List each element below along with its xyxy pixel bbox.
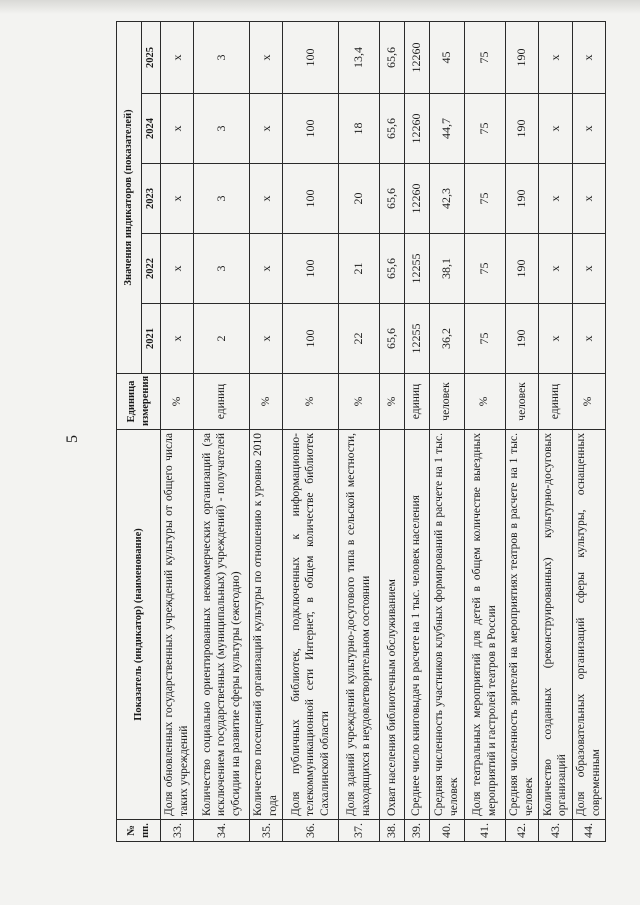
value-cell: х	[572, 304, 606, 374]
table-row	[429, 21, 464, 841]
value-cell: 42,3	[429, 164, 464, 234]
indicators-table	[116, 21, 606, 842]
row-number: 34.	[194, 820, 250, 842]
table-row	[404, 21, 429, 841]
unit-cell: единиц	[539, 374, 572, 430]
value-cell: х	[161, 234, 194, 304]
value-cell: 190	[505, 304, 538, 374]
table-row	[338, 21, 379, 841]
value-cell: 18	[338, 94, 379, 164]
table-row	[283, 21, 339, 841]
row-number: 44.	[572, 820, 606, 842]
value-cell: 65,6	[380, 234, 405, 304]
value-cell: 36,2	[429, 304, 464, 374]
header-num: № пп.	[117, 820, 161, 842]
value-cell: 65,6	[380, 164, 405, 234]
value-cell: 75	[464, 94, 505, 164]
table-row	[194, 21, 250, 841]
value-cell: х	[572, 164, 606, 234]
value-cell: 13,4	[338, 21, 379, 93]
header-year: 2022	[142, 234, 161, 304]
unit-cell: %	[249, 374, 282, 430]
value-cell: х	[249, 94, 282, 164]
value-cell: 12255	[404, 234, 429, 304]
value-cell: 3	[194, 21, 250, 93]
value-cell: 45	[429, 21, 464, 93]
indicator-name: Доля образовательных организаций сферы культуры, оснащенных современным	[572, 430, 606, 820]
table-row	[572, 21, 606, 841]
unit-cell: %	[380, 374, 405, 430]
table-header-row	[117, 21, 142, 841]
value-cell: х	[161, 304, 194, 374]
indicator-name: Количество социально ориентированных некоммерческих организаций (за исключением государственных (муниципальных) учреждений) - получателей субсидии на развитие сферы культуры (ежегодно)	[194, 430, 250, 820]
row-number: 42.	[505, 820, 538, 842]
value-cell: 38,1	[429, 234, 464, 304]
header-year: 2025	[142, 21, 161, 93]
header-year: 2023	[142, 164, 161, 234]
table-row	[539, 21, 572, 841]
header-indicator: Показатель (индикатор) (наименование)	[117, 430, 161, 820]
indicator-name: Средняя численность зрителей на мероприятиях театров в расчете на 1 тыс. человек	[505, 430, 538, 820]
value-cell: х	[161, 164, 194, 234]
table-row	[161, 21, 194, 841]
header-unit: Единица измерения	[117, 374, 161, 430]
value-cell: х	[249, 21, 282, 93]
table-row	[505, 21, 538, 841]
value-cell: х	[539, 21, 572, 93]
row-number: 43.	[539, 820, 572, 842]
row-number: 36.	[283, 820, 339, 842]
value-cell: х	[539, 304, 572, 374]
rotated-table-wrapper	[116, 22, 606, 842]
value-cell: 12260	[404, 21, 429, 93]
value-cell: х	[249, 164, 282, 234]
unit-cell: единиц	[404, 374, 429, 430]
value-cell: 75	[464, 164, 505, 234]
value-cell: 12260	[404, 94, 429, 164]
value-cell: 190	[505, 94, 538, 164]
row-number: 35.	[249, 820, 282, 842]
value-cell: х	[539, 164, 572, 234]
value-cell: 100	[283, 21, 339, 93]
value-cell: 100	[283, 164, 339, 234]
indicator-name: Среднее число книговыдач в расчете на 1 тыс. человек населения	[404, 430, 429, 820]
indicator-name: Доля обновленных государственных учреждений культуры от общего числа таких учреждений	[161, 430, 194, 820]
indicator-name: Количество посещений организаций культуры по отношению к уровню 2010 года	[249, 430, 282, 820]
value-cell: 20	[338, 164, 379, 234]
indicator-name: Доля публичных библиотек, подключенных к информационно-телекоммуникационной сети Интернет, в общем количестве библиотек Сахалинской области	[283, 430, 339, 820]
value-cell: х	[249, 304, 282, 374]
value-cell: х	[161, 21, 194, 93]
value-cell: 12255	[404, 304, 429, 374]
row-number: 40.	[429, 820, 464, 842]
value-cell: 44,7	[429, 94, 464, 164]
header-year: 2021	[142, 304, 161, 374]
unit-cell: %	[338, 374, 379, 430]
value-cell: 65,6	[380, 94, 405, 164]
table-row	[380, 21, 405, 841]
value-cell: х	[539, 234, 572, 304]
indicator-name: Средняя численность участников клубных формирований в расчете на 1 тыс. человек	[429, 430, 464, 820]
value-cell: х	[572, 234, 606, 304]
row-number: 33.	[161, 820, 194, 842]
row-number: 41.	[464, 820, 505, 842]
value-cell: 100	[283, 234, 339, 304]
indicator-name: Количество созданных (реконструированных) культурно-досуговых организаций	[539, 430, 572, 820]
row-number: 38.	[380, 820, 405, 842]
unit-cell: %	[161, 374, 194, 430]
unit-cell: человек	[429, 374, 464, 430]
indicator-name: Доля зданий учреждений культурно-досугового типа в сельской местности, находящихся в неудовлетворительном состоянии	[338, 430, 379, 820]
value-cell: 65,6	[380, 304, 405, 374]
scan-top-edge	[0, 0, 640, 14]
value-cell: 190	[505, 164, 538, 234]
value-cell: 3	[194, 94, 250, 164]
unit-cell: человек	[505, 374, 538, 430]
table-row	[464, 21, 505, 841]
table-row	[249, 21, 282, 841]
page-number: 5	[64, 435, 81, 443]
value-cell: 75	[464, 21, 505, 93]
unit-cell: %	[283, 374, 339, 430]
indicator-name: Охват населения библиотечным обслуживанием	[380, 430, 405, 820]
value-cell: х	[572, 21, 606, 93]
unit-cell: %	[464, 374, 505, 430]
value-cell: 100	[283, 304, 339, 374]
value-cell: 190	[505, 234, 538, 304]
value-cell: 12260	[404, 164, 429, 234]
header-year: 2024	[142, 94, 161, 164]
value-cell: 3	[194, 234, 250, 304]
unit-cell: %	[572, 374, 606, 430]
value-cell: 190	[505, 21, 538, 93]
value-cell: х	[161, 94, 194, 164]
value-cell: х	[572, 94, 606, 164]
value-cell: х	[539, 94, 572, 164]
value-cell: 21	[338, 234, 379, 304]
row-number: 39.	[404, 820, 429, 842]
value-cell: 75	[464, 304, 505, 374]
indicator-name: Доля театральных мероприятий для детей в общем количестве выездных мероприятий и гастролей театров в России	[464, 430, 505, 820]
row-number: 37.	[338, 820, 379, 842]
value-cell: 100	[283, 94, 339, 164]
value-cell: 65,6	[380, 21, 405, 93]
value-cell: 3	[194, 164, 250, 234]
value-cell: х	[249, 234, 282, 304]
value-cell: 75	[464, 234, 505, 304]
value-cell: 2	[194, 304, 250, 374]
header-values: Значения индикаторов (показателей)	[117, 21, 142, 373]
unit-cell: единиц	[194, 374, 250, 430]
value-cell: 22	[338, 304, 379, 374]
